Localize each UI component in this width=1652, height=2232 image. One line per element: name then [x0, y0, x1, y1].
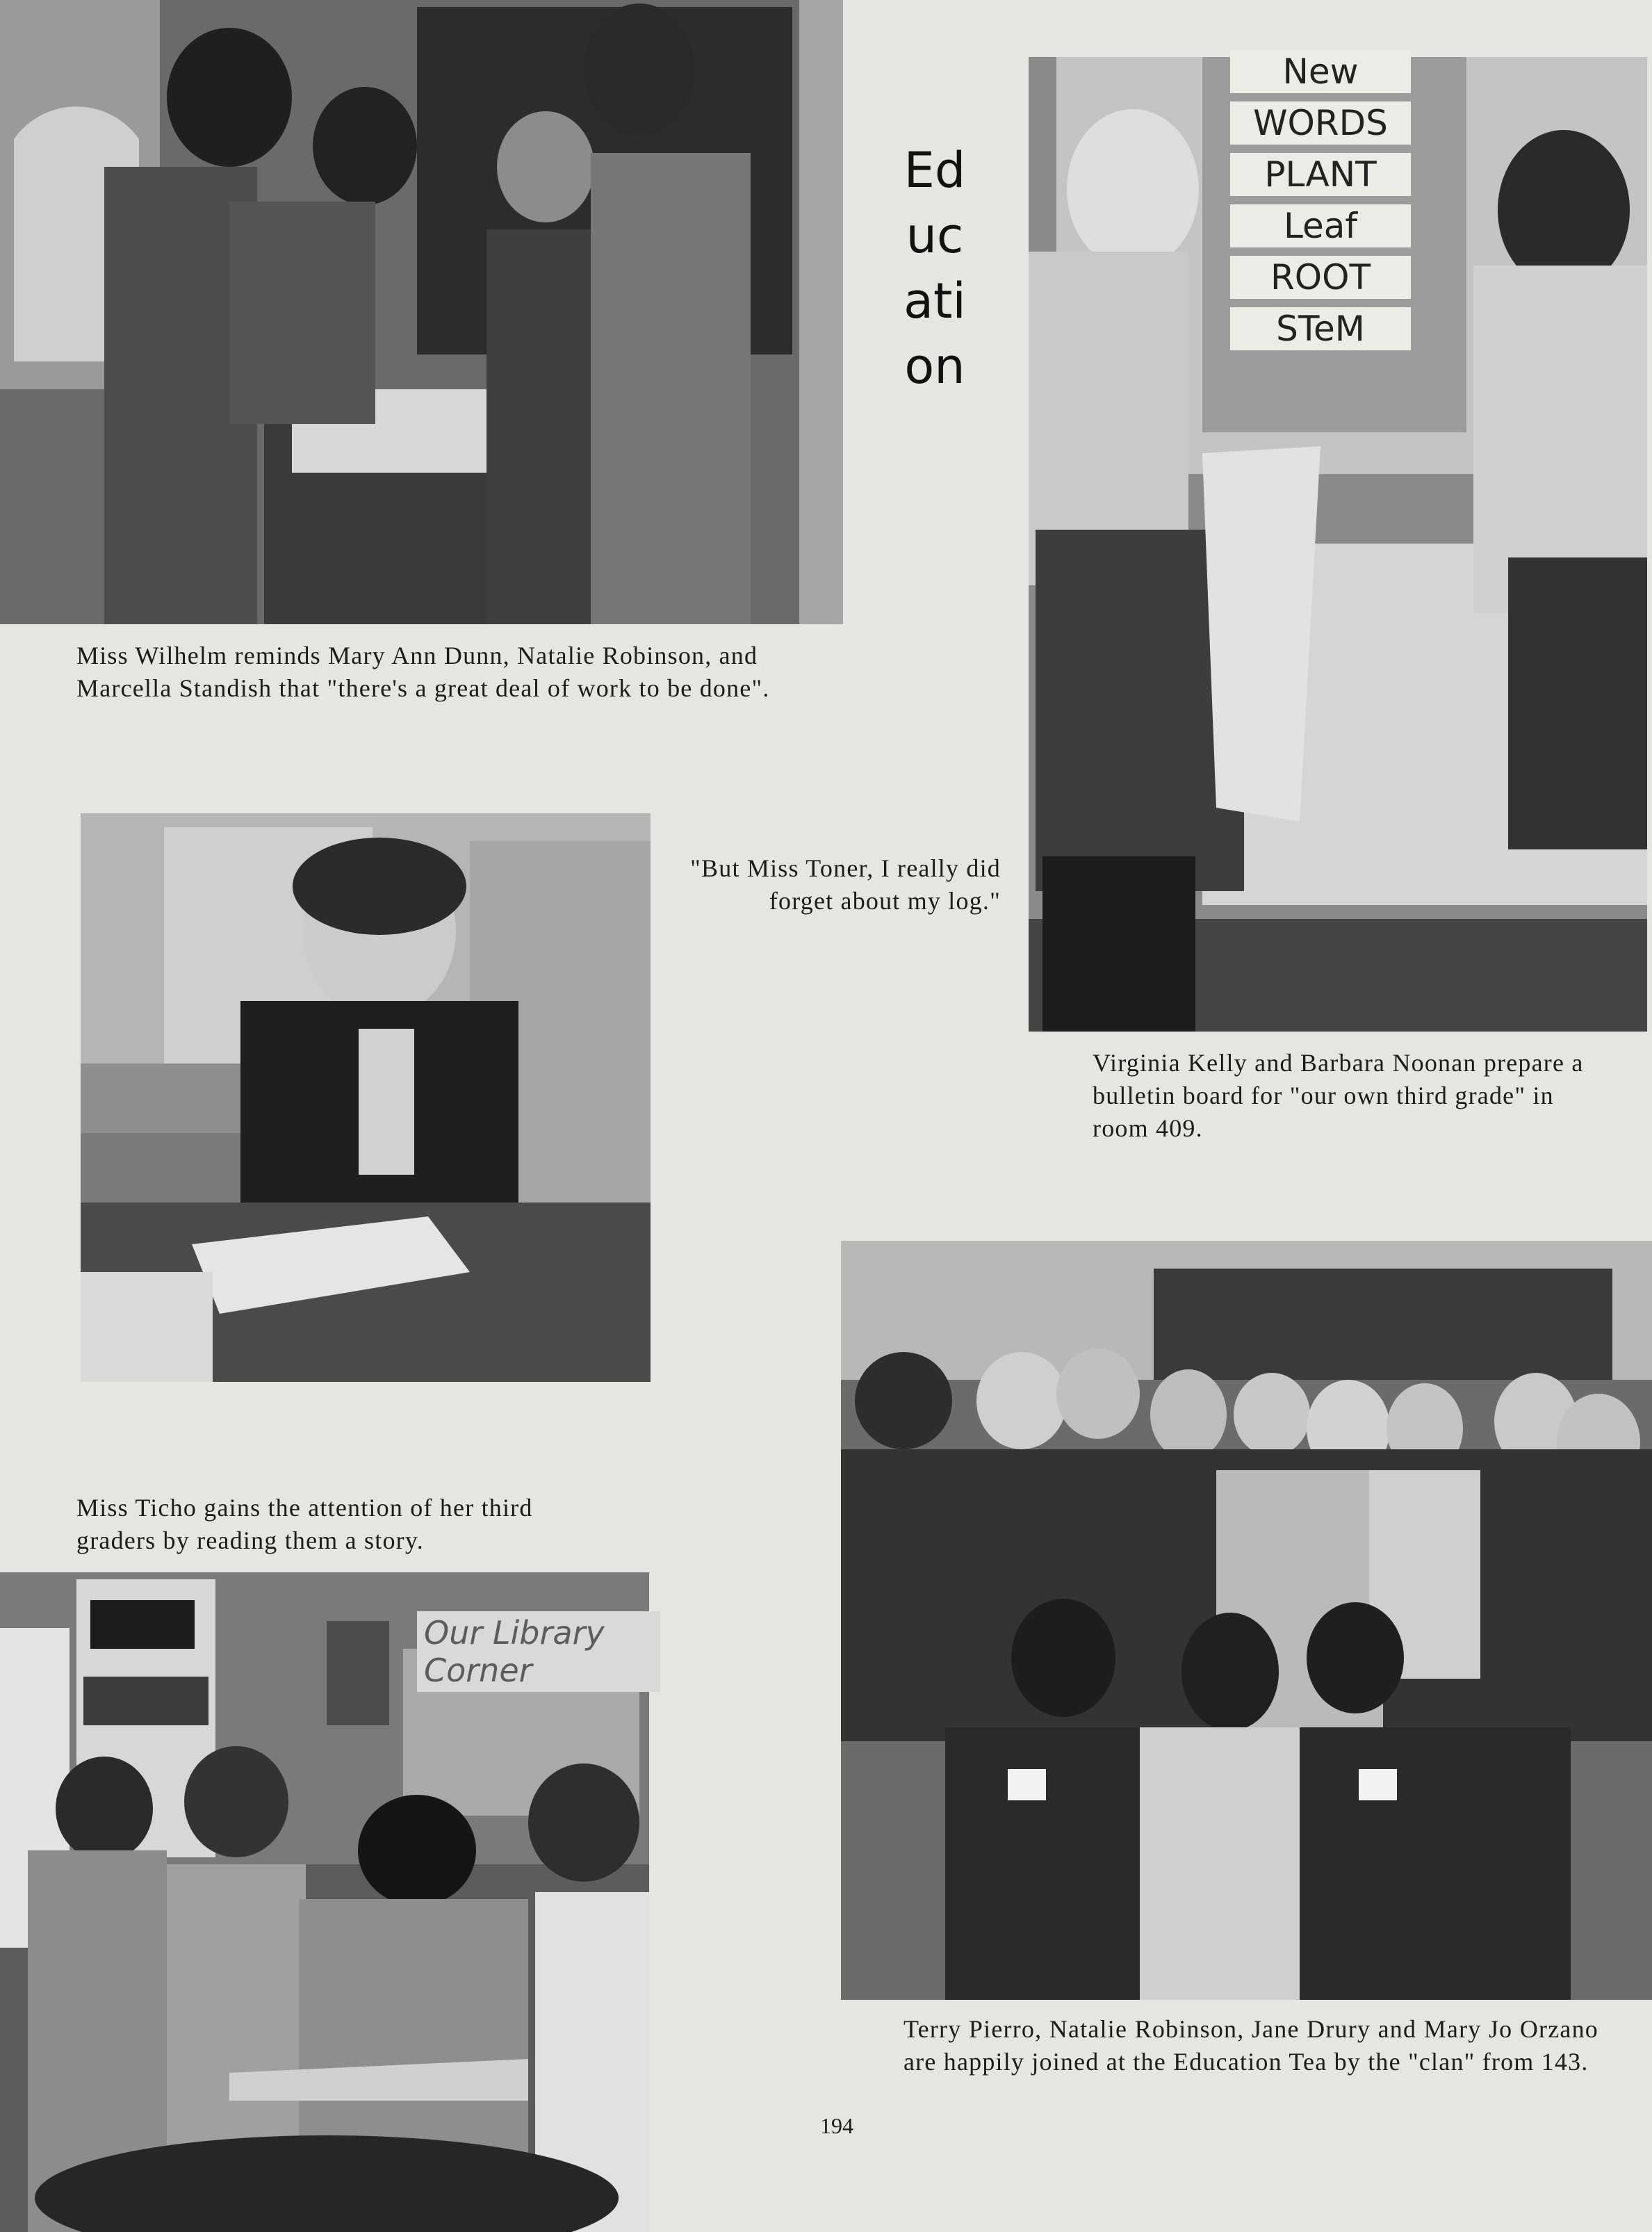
board-word: STeM: [1230, 307, 1411, 350]
board-word: Leaf: [1230, 204, 1411, 247]
board-word: PLANT: [1230, 153, 1411, 196]
photo-education-tea: [841, 1241, 1652, 2000]
bulletin-board-words: [1230, 50, 1411, 359]
board-word: ROOT: [1230, 256, 1411, 299]
board-word: New: [1230, 50, 1411, 93]
library-corner-sign: Our Library Corner: [417, 1611, 660, 1692]
photo-teacher-desk-image: [81, 813, 651, 1382]
photo-education-tea-image: [841, 1241, 1652, 2000]
photo-classroom-papers-image: [0, 0, 843, 624]
photo-classroom-papers: [0, 0, 843, 624]
caption-bulletin-board: Virginia Kelly and Barbara Noonan prepare a bulletin board for "our own third grade" in room 409.: [1093, 1049, 1584, 1142]
caption-ticho-story: Miss Ticho gains the attention of her third graders by reading them a story.: [76, 1494, 533, 1554]
caption-education-tea: Terry Pierro, Natalie Robinson, Jane Drury and Mary Jo Orzano are happily joined at the Education Tea by the "clan" from 143.: [903, 2015, 1598, 2076]
side-quote-toner: "But Miss Toner, I really did forget about my log.": [690, 854, 1001, 915]
section-title: Education: [903, 142, 966, 395]
board-word: WORDS: [1230, 101, 1411, 145]
photo-teacher-desk: [81, 813, 651, 1382]
page-number: 194: [820, 2113, 853, 2138]
caption-classroom-papers: Miss Wilhelm reminds Mary Ann Dunn, Natalie Robinson, and Marcella Standish that "there's a great deal of work to be done".: [76, 642, 770, 702]
